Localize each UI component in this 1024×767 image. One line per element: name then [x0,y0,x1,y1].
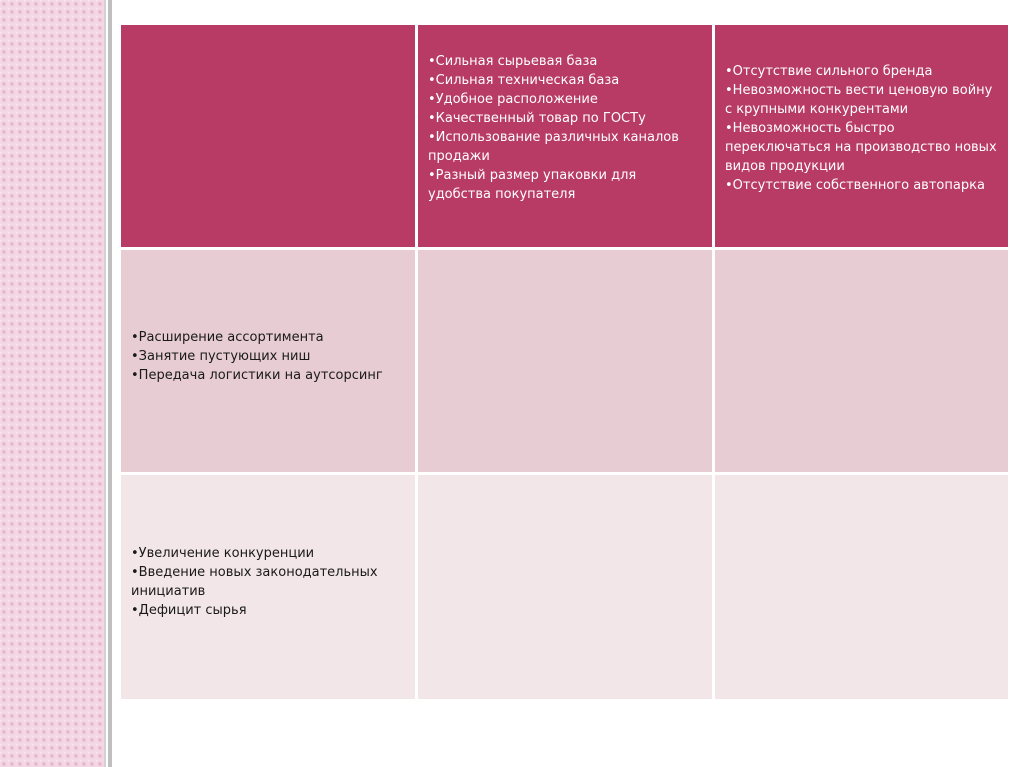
empty-cell [417,249,714,474]
opportunities-list [131,328,405,385]
strengths-list [428,52,702,204]
list-item: •Введение новых законодательных инициатив [131,565,378,599]
decorative-side-pattern [0,0,104,767]
list-item: •Качественный товар по ГОСТу [428,111,646,126]
empty-cell [714,474,1010,701]
list-item: •Невозможность быстро переключаться на производство новых видов продукции [725,120,997,174]
list-item: •Занятие пустующих ниш [131,348,311,364]
list-item: •Удобное расположение [428,92,598,107]
decorative-side-line [104,0,112,767]
list-item: •Разный размер упаковки для удобства покупателя [428,168,637,202]
list-item: •Расширение ассортимента [131,329,324,345]
list-item: •Дефицит сырья [131,603,247,618]
table-header-row [120,24,1010,249]
list-item: •Использование различных каналов продажи [428,130,679,164]
list-item: •Сильная техническая база [428,73,620,88]
list-item: •Увеличение конкуренции [131,546,315,561]
list-item: •Отсутствие сильного бренда [725,63,933,79]
list-item: •Передача логистики на аутсорсинг [131,367,383,383]
list-item: •Невозможность вести ценовую войну с крупными конкурентами [725,82,993,117]
empty-cell [417,474,714,701]
strengths-cell [417,24,714,249]
corner-cell [120,24,417,249]
opportunities-cell [120,249,417,474]
threats-row [120,474,1010,701]
threats-list [131,544,405,620]
threats-cell [120,474,417,701]
swot-table [118,22,1011,702]
weaknesses-cell [714,24,1010,249]
opportunities-row [120,249,1010,474]
empty-cell [714,249,1010,474]
weaknesses-list [725,62,998,195]
list-item: •Отсутствие собственного автопарка [725,177,985,193]
list-item: •Сильная сырьевая база [428,54,598,69]
